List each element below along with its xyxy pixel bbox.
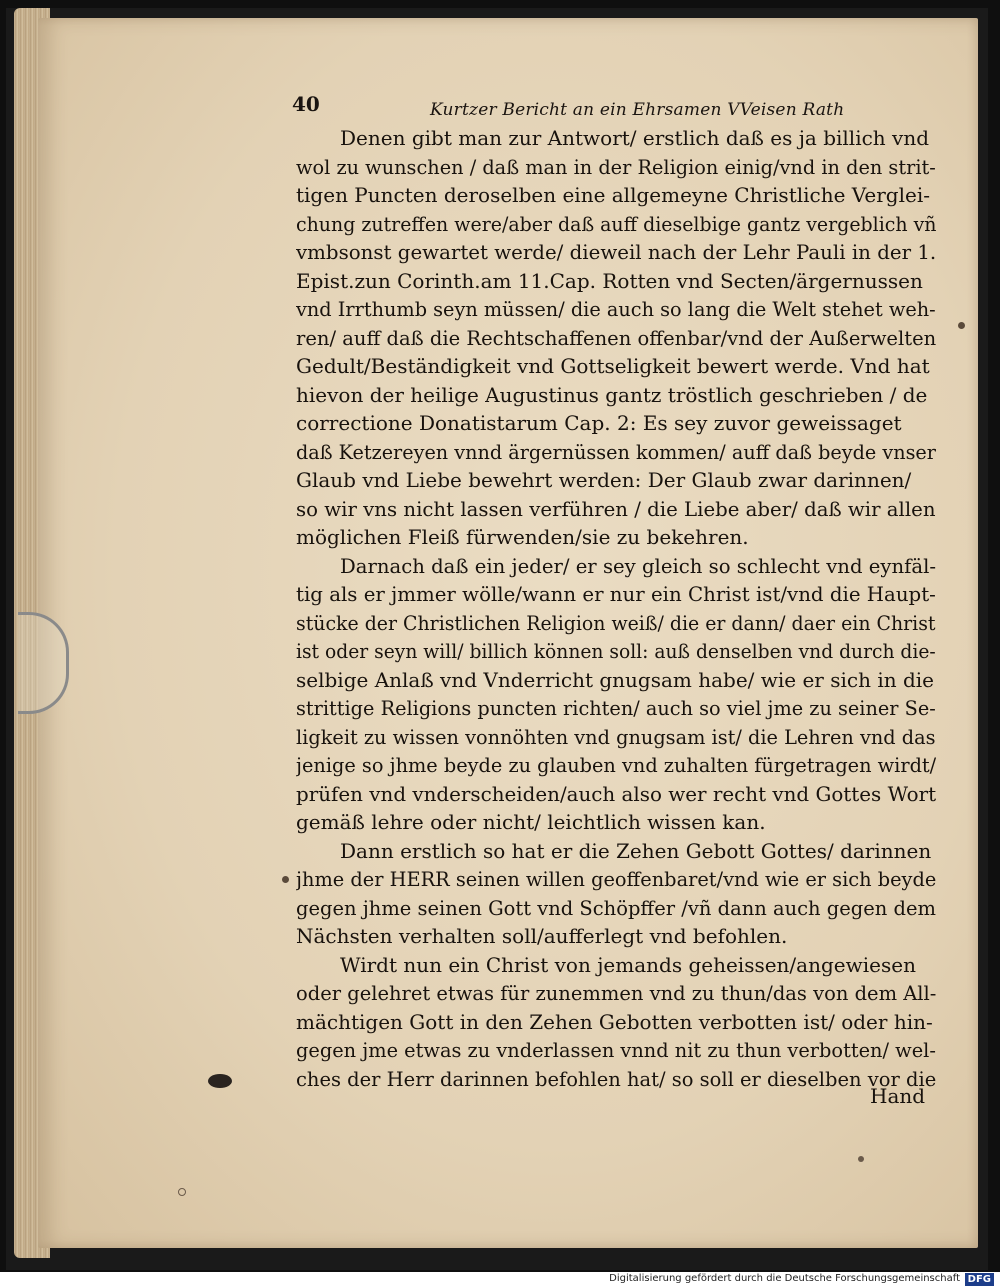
text-line: ren/ auff daß die Rechtschaffenen offenbar/vnd der Außerwelten [296, 325, 936, 350]
text-line: gegen jhme seinen Gott vnd Schöpffer /vñ dann auch gegen dem [296, 895, 936, 920]
text-line: tig als er jmmer wölle/wann er nur ein Christ ist/vnd die Haupt- [296, 582, 936, 606]
text-line: ligkeit zu wissen vonnöhten vnd gnugsam ist/ die Lehren vnd das [296, 724, 936, 749]
ink-spot [958, 322, 965, 329]
text-line: so wir vns nicht lassen verführen / die Liebe aber/ daß wir allen [296, 496, 936, 521]
text-line: mächtigen Gott in den Zehen Gebotten verbotten ist/ oder hin- [296, 1009, 933, 1034]
text-line: vmbsonst gewartet werde/ dieweil nach der Lehr Pauli in der 1. [296, 240, 936, 264]
text-line: Glaub vnd Liebe bewehrt werden: Der Glaub zwar darinnen/ [296, 468, 912, 492]
text-line: daß Ketzereyen vnnd ärgernüssen kommen/ auff daß beyde vnser [296, 439, 936, 464]
ink-spot [282, 876, 289, 883]
running-head: Kurtzer Bericht an ein Ehrsamen VVeisen Rath [430, 100, 845, 120]
text-line: Denen gibt man zur Antwort/ erstlich daß es ja billich vnd [340, 126, 930, 150]
catchword: Hand [870, 1084, 926, 1108]
text-line: jenige so jhme beyde zu glauben vnd zuhalten fürgetragen wirdt/ [296, 753, 936, 777]
text-line: vnd Irrthumb seyn müssen/ die auch so lang die Welt stehet weh- [296, 297, 936, 321]
page-number: 40 [292, 92, 320, 116]
body-text [296, 124, 936, 1093]
text-line: gemäß lehre oder nicht/ leichtlich wissen kan. [296, 810, 766, 834]
text-line: möglichen Fleiß fürwenden/sie zu bekehren. [296, 525, 749, 549]
text-line: hievon der heilige Augustinus gantz tröstlich geschrieben / de [296, 382, 928, 407]
text-line: correctione Donatistarum Cap. 2: Es sey zuvor geweissaget [296, 411, 902, 435]
text-line: stücke der Christlichen Religion weiß/ die er dann/ daer ein Christ [296, 610, 936, 635]
text-line: Wirdt nun ein Christ von jemands geheissen/angewiesen [340, 952, 916, 977]
text-line: Darnach daß ein jeder/ er sey gleich so schlecht vnd eynfäl- [340, 553, 936, 578]
text-line: Epist.zun Corinth.am 11.Cap. Rotten vnd Secten/ärgernussen [296, 268, 923, 293]
text-line: oder gelehret etwas für zunemmen vnd zu thun/das von dem All- [296, 981, 936, 1005]
text-line: prüfen vnd vnderscheiden/auch also wer recht vnd Gottes Wort [296, 781, 936, 806]
text-line: gegen jme etwas zu vnderlassen vnnd nit zu thun verbotten/ wel- [296, 1038, 936, 1062]
ink-spot [858, 1156, 864, 1162]
dfg-logo: DFG [965, 1273, 994, 1286]
text-line: ches der Herr darinnen befohlen hat/ so soll er dieselben vor die [296, 1066, 936, 1091]
digitization-credit: Digitalisierung gefördert durch die Deutsche Forschungsgemeinschaft [609, 1273, 960, 1284]
text-line: Dann erstlich so hat er die Zehen Gebott Gottes/ darinnen [340, 838, 932, 863]
text-line: jhme der HERR seinen willen geoffenbaret/vnd wie er sich beyde [296, 867, 936, 891]
text-line: Nächsten verhalten soll/aufferlegt vnd befohlen. [296, 924, 788, 948]
ink-stain [208, 1074, 232, 1088]
text-line: ist oder seyn will/ billich können soll: auß denselben vnd durch die- [296, 639, 936, 663]
text-line: selbige Anlaß vnd Vnderricht gnugsam habe/ wie er sich in die [296, 667, 934, 692]
ink-spot [178, 1188, 186, 1196]
text-line: chung zutreffen were/aber daß auff dieselbige gantz vergeblich vñ [296, 211, 936, 236]
text-line: strittige Religions puncten richten/ auch so viel jme zu seiner Se- [296, 696, 936, 720]
text-line: Gedult/Beständigkeit vnd Gottseligkeit bewert werde. Vnd hat [296, 354, 930, 378]
text-line: tigen Puncten deroselben eine allgemeyne Christliche Verglei- [296, 183, 930, 207]
text-line: wol zu wunschen / daß man in der Religion einig/vnd in den strit- [296, 154, 936, 179]
